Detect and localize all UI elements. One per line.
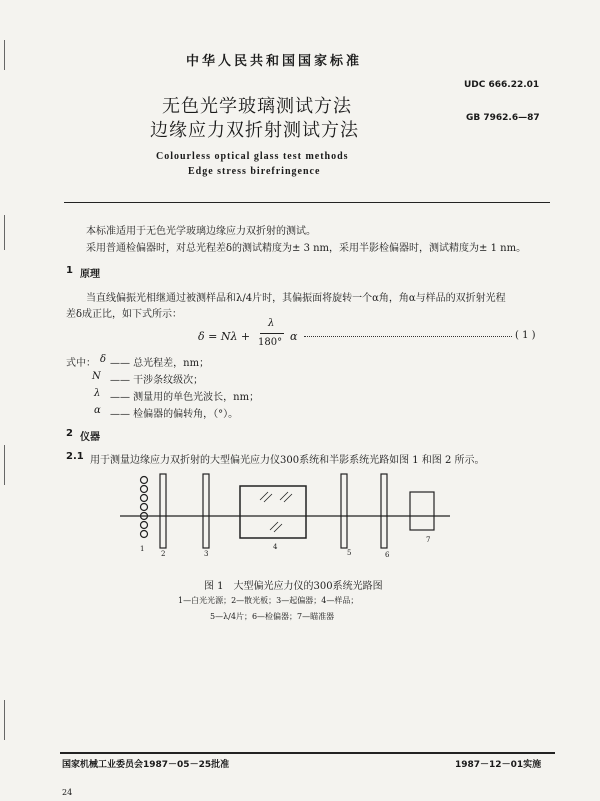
light-source [141, 477, 148, 538]
standard-org: 中华人民共和国国家标准 [186, 54, 363, 69]
figure-label: 7 [426, 536, 431, 544]
approval-date: 国家机械工业委员会1987－05－25批准 [62, 760, 230, 770]
sample-hatch [260, 492, 292, 532]
var-desc: —— 测量用的单色光波长，nm； [110, 392, 260, 403]
collimator [410, 492, 434, 530]
figure-caption: 图 1 大型偏光应力仪的300系统光路图 [204, 581, 383, 592]
figure-label: 3 [204, 550, 209, 558]
section-1-heading: 原理 [80, 269, 100, 280]
scan-edge-mark [4, 40, 5, 70]
figure-legend-line2: 5—λ/4片；6—检偏器；7—瞄准器 [210, 612, 335, 621]
formula-alpha: α [290, 330, 298, 343]
figure-label: 1 [140, 545, 145, 553]
title-cn-2: 边缘应力双折射测试方法 [150, 120, 359, 141]
title-en-1: Colourless optical glass test methods [156, 151, 349, 162]
var-desc: —— 干涉条纹级次； [110, 375, 204, 386]
var-symbol: λ [94, 388, 101, 399]
scan-edge-mark [4, 445, 5, 485]
section-1-number: 1 [66, 265, 73, 276]
formula-numerator: λ [268, 318, 275, 329]
subsection-text: 用于测量边缘应力双折射的大型偏光应力仪300系统和半影系统光路如图 1 和图 2 所示。 [90, 455, 485, 466]
subsection-number: 2.1 [66, 451, 84, 462]
formula-lhs: δ = Nλ + [198, 330, 251, 343]
figure-legend-line1: 1—白光光源；2—散光板；3—起偏器；4—样品； [178, 596, 359, 605]
implementation-date: 1987－12－01实施 [455, 760, 542, 770]
scan-edge-mark [4, 700, 5, 740]
intro-p1: 本标准适用于无色光学玻璃边缘应力双折射的测试。 [86, 226, 316, 237]
figure-label: 2 [161, 550, 166, 558]
title-cn-1: 无色光学玻璃测试方法 [162, 96, 352, 117]
figure-label: 6 [385, 551, 390, 559]
var-desc: —— 检偏器的偏转角，（°）。 [110, 409, 239, 420]
section-2-heading: 仪器 [80, 432, 100, 443]
analyzer [381, 474, 387, 548]
var-symbol: N [92, 371, 101, 382]
section-1-para-line2: 差δ成正比，如下式所示： [66, 309, 183, 320]
gb-number: GB 7962.6—87 [466, 113, 540, 123]
fraction-bar [260, 333, 284, 334]
formula-number: ( 1 ) [515, 330, 536, 341]
intro-p2: 采用普通检偏器时，对总光程差δ的测试精度为± 3 nm，采用半影检偏器时，测试精度为± 1 nm。 [86, 243, 527, 254]
footer-rule [60, 752, 555, 754]
optical-path-diagram [120, 470, 460, 570]
var-desc: —— 总光程差，nm； [110, 358, 210, 369]
polarizer [203, 474, 209, 548]
var-symbol: α [94, 405, 101, 416]
sample [240, 486, 306, 538]
scan-edge-mark [4, 215, 5, 250]
quarter-wave-plate [341, 474, 347, 548]
figure-label: 5 [347, 549, 352, 557]
header-rule [64, 202, 550, 203]
section-1-para-line1: 当直线偏振光相继通过被测样品和λ/4片时，其偏振面将旋转一个α角，角α与样品的双折射光程 [86, 293, 506, 304]
figure-label: 4 [273, 543, 278, 551]
var-symbol: δ [100, 354, 107, 365]
formula-denominator: 180° [258, 337, 283, 348]
page-number: 24 [62, 788, 73, 797]
where-label: 式中： [66, 358, 96, 369]
formula-leader-dots [304, 336, 512, 337]
udc-number: UDC 666.22.01 [464, 80, 540, 90]
section-2-number: 2 [66, 428, 73, 439]
title-en-2: Edge stress birefringence [188, 166, 321, 177]
diffuser-plate [160, 474, 166, 548]
